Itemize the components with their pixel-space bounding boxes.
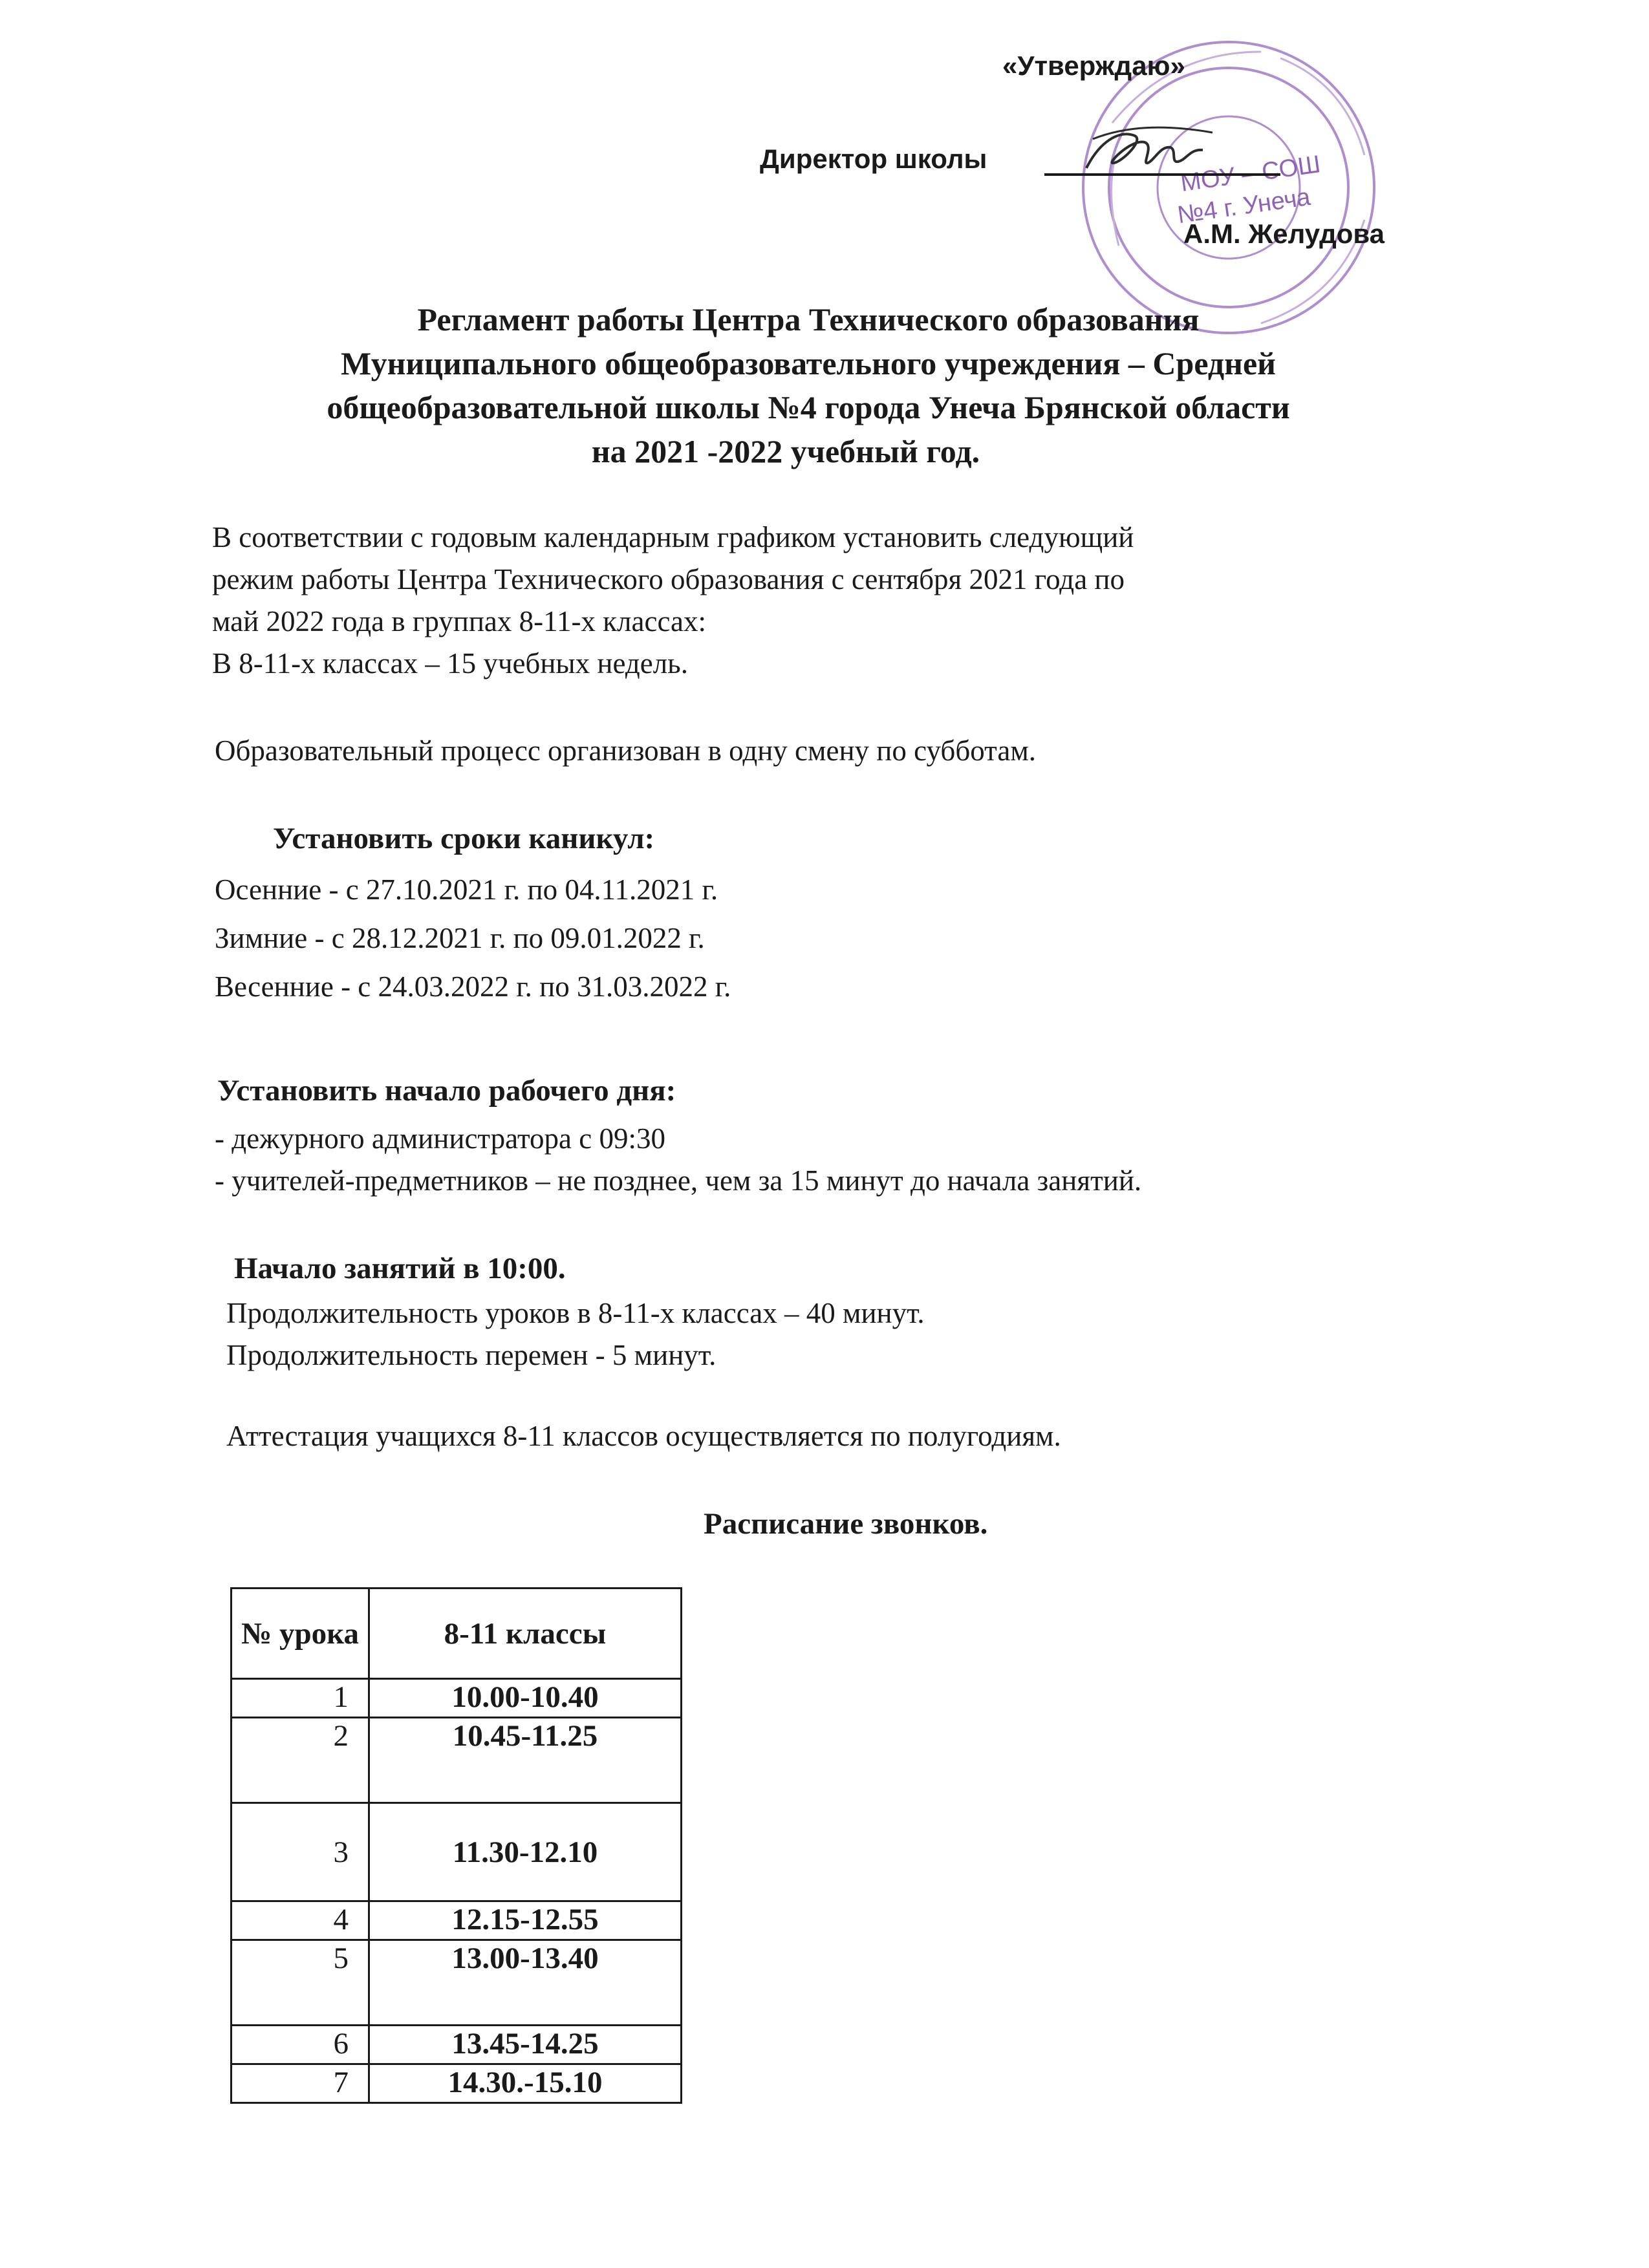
holiday-autumn: Осенние - с 27.10.2021 г. по 04.11.2021 г. — [215, 873, 718, 906]
lesson-time: 12.15-12.55 — [369, 1901, 682, 1940]
lesson-duration: Продолжительность уроков в 8-11-х классах – 40 минут. — [226, 1297, 925, 1329]
lesson-number: 2 — [232, 1718, 369, 1803]
table-row — [232, 1803, 682, 1901]
document-title-line: на 2021 -2022 учебный год. — [591, 433, 980, 469]
holiday-spring: Весенние - с 24.03.2022 г. по 31.03.2022 г. — [215, 970, 731, 1003]
table-row — [232, 1940, 682, 2026]
director-signature — [1073, 116, 1222, 187]
table-row — [232, 1718, 682, 1803]
holiday-winter: Зимние - с 28.12.2021 г. по 09.01.2022 г. — [215, 922, 705, 954]
column-header: 8-11 классы — [369, 1589, 682, 1679]
workday-item: - дежурного администратора с 09:30 — [215, 1122, 665, 1155]
workday-heading: Установить начало рабочего дня: — [217, 1074, 676, 1107]
table-row — [232, 1679, 682, 1718]
intro-text: В 8-11-х классах – 15 учебных недель. — [212, 647, 688, 679]
process-text: Образовательный процесс организован в одну смену по субботам. — [215, 734, 1037, 767]
document-title-line: Регламент работы Центра Технического образования — [417, 301, 1200, 337]
attestation-text: Аттестация учащихся 8-11 классов осуществляется по полугодиям. — [226, 1420, 1061, 1452]
lesson-time: 10.00-10.40 — [369, 1679, 682, 1718]
break-duration: Продолжительность перемен - 5 минут. — [226, 1339, 717, 1371]
document-title-line: общеобразовательной школы №4 города Унеча Брянской области — [327, 389, 1290, 425]
holidays-heading: Установить сроки каникул: — [273, 822, 655, 855]
intro-text: май 2022 года в группах 8-11-х классах: — [212, 605, 706, 637]
approval-title: «Утверждаю» — [1002, 50, 1185, 81]
stamp-text: №4 г. Унеча — [1176, 183, 1312, 230]
lesson-time: 10.45-11.25 — [369, 1718, 682, 1803]
lesson-number: 1 — [232, 1679, 369, 1718]
bell-schedule-table — [230, 1587, 682, 2104]
lesson-number: 7 — [232, 2064, 369, 2103]
lesson-number: 3 — [232, 1803, 369, 1901]
lesson-number: 5 — [232, 1940, 369, 2026]
lesson-number: 6 — [232, 2026, 369, 2064]
director-name: А.М. Желудова — [1183, 219, 1385, 249]
director-label: Директор школы — [760, 144, 987, 174]
workday-item: - учителей-предметников – не позднее, чем за 15 минут до начала занятий. — [215, 1164, 1142, 1197]
bells-heading: Расписание звонков. — [704, 1507, 988, 1541]
stamp-text: МОУ – СОШ — [1179, 151, 1322, 197]
lesson-time: 13.00-13.40 — [369, 1940, 682, 2026]
table-row — [232, 2064, 682, 2103]
intro-text: режим работы Центра Технического образования с сентября 2021 года по — [212, 563, 1125, 595]
intro-text: В соответствии с годовым календарным графиком установить следующий — [212, 521, 1134, 553]
table-row — [232, 1901, 682, 1940]
table-row — [232, 2026, 682, 2064]
lesson-time: 14.30.-15.10 — [369, 2064, 682, 2103]
document-title-line: Муниципального общеобразовательного учреждения – Средней — [341, 345, 1276, 381]
table-header-row — [232, 1589, 682, 1679]
lesson-time: 13.45-14.25 — [369, 2026, 682, 2064]
lessons-start: Начало занятий в 10:00. — [234, 1252, 566, 1285]
column-header: № урока — [232, 1589, 369, 1679]
lesson-number: 4 — [232, 1901, 369, 1940]
lesson-time: 11.30-12.10 — [369, 1803, 682, 1901]
